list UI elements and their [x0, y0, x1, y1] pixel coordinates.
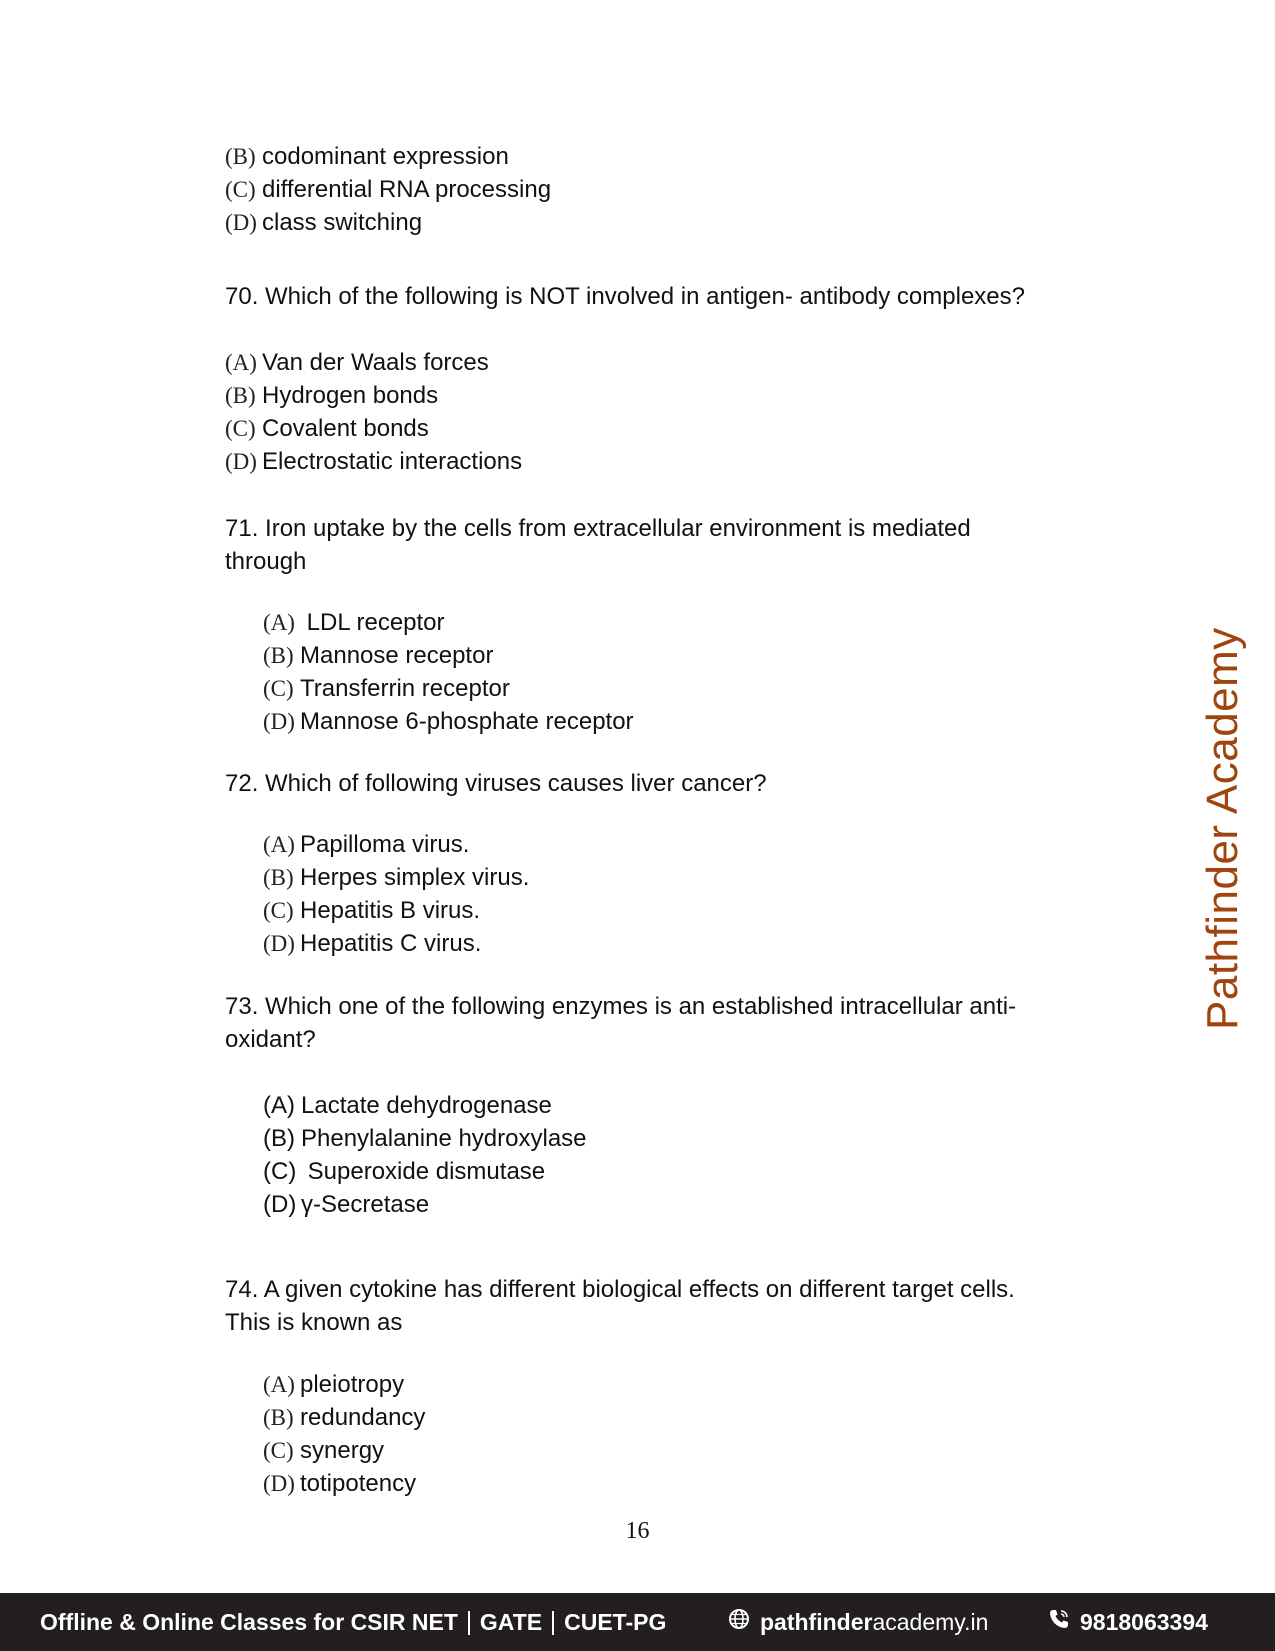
question-text-line-2: through [225, 548, 307, 575]
option-label: (B) [225, 144, 256, 169]
option-a [263, 1089, 1113, 1122]
option-a [263, 1368, 1113, 1401]
option-text: Hydrogen bonds [262, 382, 439, 409]
question-73-options [225, 1089, 1113, 1221]
option-c [225, 173, 1075, 206]
option-text: Superoxide dismutase [301, 1158, 546, 1185]
option-text: Transferrin receptor [300, 675, 510, 702]
question-74-options [225, 1368, 1113, 1500]
question-70 [225, 280, 1075, 313]
question-text-line-2: oxidant? [225, 1026, 316, 1053]
option-label: (A) [263, 832, 295, 857]
option-text: Mannose receptor [300, 642, 494, 669]
option-label: (B) [263, 1125, 295, 1152]
website-bold: pathfinder [760, 1608, 873, 1635]
question-text: 72. Which of following viruses causes liver cancer? [225, 770, 767, 797]
option-b [225, 379, 1075, 412]
option-b [263, 1401, 1113, 1434]
option-a [263, 828, 1113, 861]
option-d [263, 705, 1113, 738]
option-label: (D) [263, 1191, 297, 1218]
option-text: Electrostatic interactions [262, 448, 523, 475]
option-list [225, 140, 1075, 239]
option-c [263, 672, 1113, 705]
option-text: synergy [300, 1437, 385, 1464]
footer-cuet: CUET-PG [564, 1608, 667, 1635]
option-d [225, 445, 1075, 478]
option-label: (C) [263, 1438, 294, 1463]
question-70-options [225, 346, 1075, 478]
option-text: totipotency [300, 1470, 417, 1497]
option-list [263, 1368, 1113, 1500]
watermark-text: Pathfinder Academy [1198, 627, 1247, 1030]
option-a [225, 346, 1075, 379]
question-69-continuation [225, 140, 1075, 239]
option-label: (A) [263, 610, 295, 635]
option-list [263, 1089, 1113, 1221]
option-b [225, 140, 1075, 173]
website-light: academy.in [872, 1608, 989, 1635]
option-d [263, 1467, 1113, 1500]
option-label: (C) [263, 676, 294, 701]
option-text: Hepatitis B virus. [300, 897, 481, 924]
option-d [263, 927, 1113, 960]
footer-phone [1048, 1608, 1208, 1636]
page-number: 16 [625, 1518, 650, 1544]
option-label: (D) [263, 709, 295, 734]
option-b [263, 861, 1113, 894]
option-text: Hepatitis C virus. [300, 930, 482, 957]
question-74 [225, 1273, 1075, 1339]
option-label: (D) [225, 210, 257, 235]
option-text: differential RNA processing [262, 176, 552, 203]
option-text: Phenylalanine hydroxylase [301, 1125, 587, 1152]
option-text: Herpes simplex virus. [300, 864, 530, 891]
phone-icon [1048, 1608, 1070, 1636]
option-text: codominant expression [262, 143, 509, 170]
divider [552, 1611, 554, 1635]
option-text: Papilloma virus. [300, 831, 470, 858]
option-label: (D) [263, 931, 295, 956]
option-text: LDL receptor [300, 609, 445, 636]
option-label: (D) [225, 449, 257, 474]
footer-website [728, 1608, 988, 1636]
option-label: (A) [263, 1372, 295, 1397]
option-text: Lactate dehydrogenase [301, 1092, 552, 1119]
footer-classes-text: Offline & Online Classes for CSIR NET [40, 1608, 458, 1635]
option-text: Covalent bonds [262, 415, 429, 442]
option-label: (D) [263, 1471, 295, 1496]
option-c [263, 894, 1113, 927]
question-text-line-2: This is known as [225, 1309, 403, 1336]
option-list [263, 828, 1113, 960]
option-a [263, 606, 1113, 639]
phone-number: 9818063394 [1080, 1608, 1208, 1635]
option-text: redundancy [300, 1404, 426, 1431]
option-text: Van der Waals forces [262, 349, 489, 376]
option-label: (B) [263, 643, 294, 668]
question-71 [225, 512, 1075, 578]
footer-classes [40, 1609, 666, 1636]
option-text: Mannose 6-phosphate receptor [300, 708, 634, 735]
option-list [263, 606, 1113, 738]
option-text: pleiotropy [300, 1371, 405, 1398]
option-label: (B) [263, 1405, 294, 1430]
question-72-options [225, 828, 1113, 960]
option-text: γ-Secretase [301, 1191, 430, 1218]
option-label: (A) [225, 350, 257, 375]
question-73 [225, 990, 1075, 1056]
footer-banner [0, 1593, 1275, 1651]
option-c [263, 1155, 1113, 1188]
option-b [263, 639, 1113, 672]
option-d [263, 1188, 1113, 1221]
option-text: class switching [262, 209, 423, 236]
question-text-line-1: 73. Which one of the following enzymes is an established intracellular anti- [225, 993, 1017, 1020]
option-label: (C) [263, 898, 294, 923]
option-c [263, 1434, 1113, 1467]
option-b [263, 1122, 1113, 1155]
question-text-line-1: 74. A given cytokine has different biological effects on different target cells. [225, 1276, 1015, 1303]
globe-icon [728, 1608, 750, 1636]
option-c [225, 412, 1075, 445]
question-72 [225, 767, 1075, 800]
option-label: (B) [263, 865, 294, 890]
option-d [225, 206, 1075, 239]
footer-gate: GATE [479, 1608, 543, 1635]
question-text-line-1: 71. Iron uptake by the cells from extracellular environment is mediated [225, 515, 971, 542]
option-label: (C) [225, 177, 256, 202]
option-label: (C) [225, 416, 256, 441]
option-list [225, 346, 1075, 478]
option-label: (B) [225, 383, 256, 408]
option-label: (C) [263, 1158, 297, 1185]
option-label: (A) [263, 1092, 295, 1119]
question-text: 70. Which of the following is NOT involved in antigen- antibody complexes? [225, 283, 1025, 310]
question-71-options [225, 606, 1113, 738]
divider [468, 1611, 470, 1635]
